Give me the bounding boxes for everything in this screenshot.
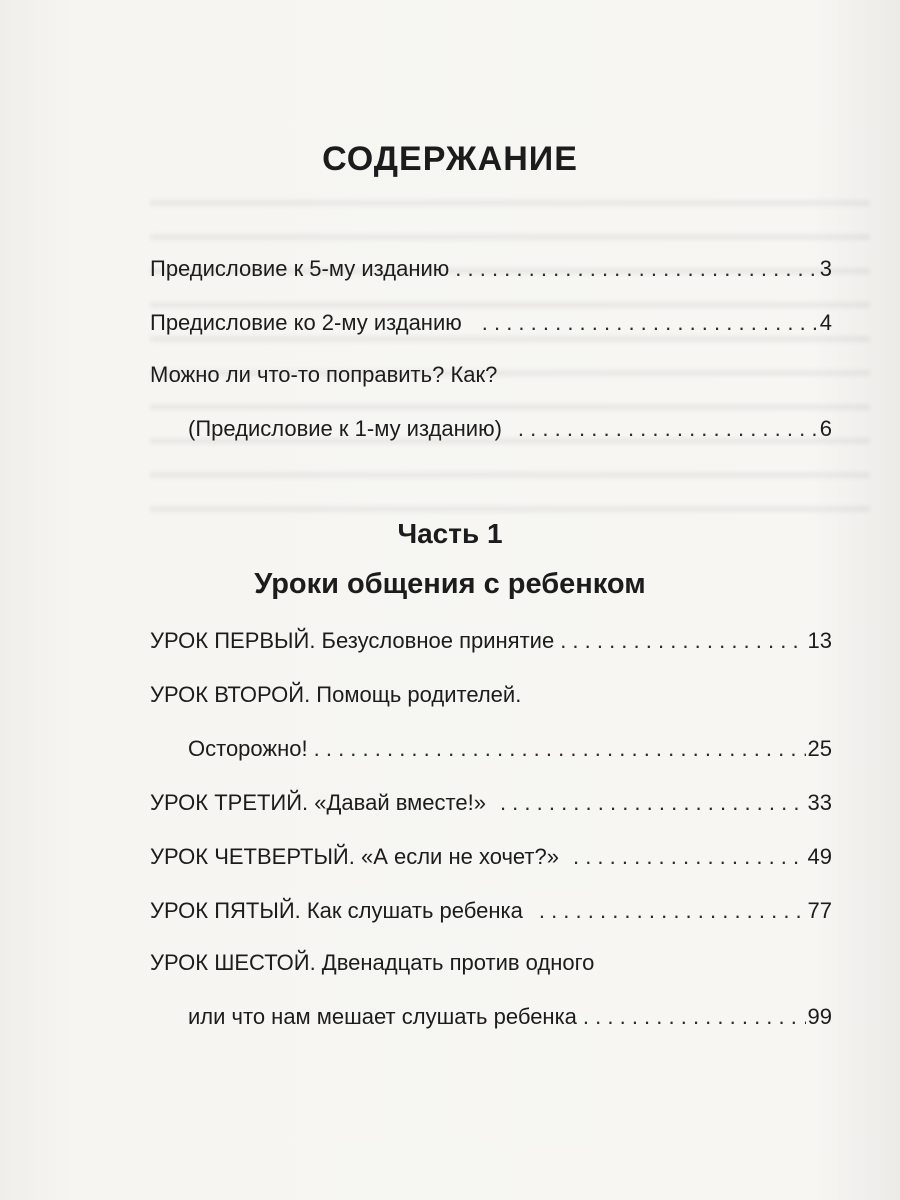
dot-leader bbox=[455, 254, 817, 284]
toc-entry-page: 33 bbox=[807, 790, 832, 815]
dot-leader bbox=[573, 842, 806, 872]
dot-leader bbox=[500, 788, 806, 818]
part-title: Уроки общения с ребенком bbox=[254, 568, 646, 600]
toc-entry-page: 77 bbox=[807, 898, 832, 923]
toc-entry-label: УРОК ПЕРВЫЙ. Безусловное принятие bbox=[150, 628, 555, 653]
toc-entry-page: 6 bbox=[819, 416, 832, 441]
dot-leader bbox=[560, 626, 805, 656]
toc-entry-lesson-5 bbox=[150, 896, 832, 926]
toc-entry-preface-5 bbox=[150, 254, 832, 284]
page-title: СОДЕРЖАНИЕ bbox=[322, 140, 578, 178]
toc-entry-lesson-2-line1: УРОК ВТОРОЙ. Помощь родителей. bbox=[150, 682, 522, 707]
toc-entry-label: Предисловие к 5-му изданию bbox=[150, 256, 450, 281]
toc-entry-page: 3 bbox=[819, 256, 832, 281]
toc-entry-lesson-3 bbox=[150, 788, 832, 818]
toc-entry-label: или что нам мешает слушать ребенка bbox=[188, 1004, 577, 1029]
dot-leader bbox=[314, 734, 806, 764]
toc-entry-page: 49 bbox=[807, 844, 832, 869]
toc-entry-label: Предисловие ко 2-му изданию bbox=[150, 310, 462, 335]
toc-entry-preface-1-line1: Можно ли что-то поправить? Как? bbox=[150, 362, 498, 387]
toc-entry-lesson-1 bbox=[150, 626, 832, 656]
toc-entry-lesson-6 bbox=[188, 1002, 832, 1032]
toc-entry-label: Осторожно! bbox=[188, 736, 308, 761]
toc-entry-label: (Предисловие к 1-му изданию) bbox=[188, 416, 502, 441]
toc-entry-page: 13 bbox=[807, 628, 832, 653]
toc-entry-lesson-6-line1: УРОК ШЕСТОЙ. Двенадцать против одного bbox=[150, 950, 595, 975]
toc-entry-label: УРОК ЧЕТВЕРТЫЙ. «А если не хочет?» bbox=[150, 844, 559, 869]
toc-entry-preface-2 bbox=[150, 308, 832, 338]
toc-entry-lesson-4 bbox=[150, 842, 832, 872]
toc-entry-page: 4 bbox=[819, 310, 832, 335]
toc-entry-label: УРОК ПЯТЫЙ. Как слушать ребенка bbox=[150, 898, 523, 923]
toc-entry-preface-1 bbox=[188, 414, 832, 444]
dot-leader bbox=[482, 308, 818, 338]
toc-entry-page: 25 bbox=[807, 736, 832, 761]
toc-entry-page: 99 bbox=[807, 1004, 832, 1029]
toc-entry-lesson-2 bbox=[188, 734, 832, 764]
dot-leader bbox=[539, 896, 806, 926]
dot-leader bbox=[518, 414, 818, 444]
dot-leader bbox=[583, 1002, 806, 1032]
part-number: Часть 1 bbox=[397, 518, 503, 549]
toc-entry-label: УРОК ТРЕТИЙ. «Давай вместе!» bbox=[150, 790, 486, 815]
